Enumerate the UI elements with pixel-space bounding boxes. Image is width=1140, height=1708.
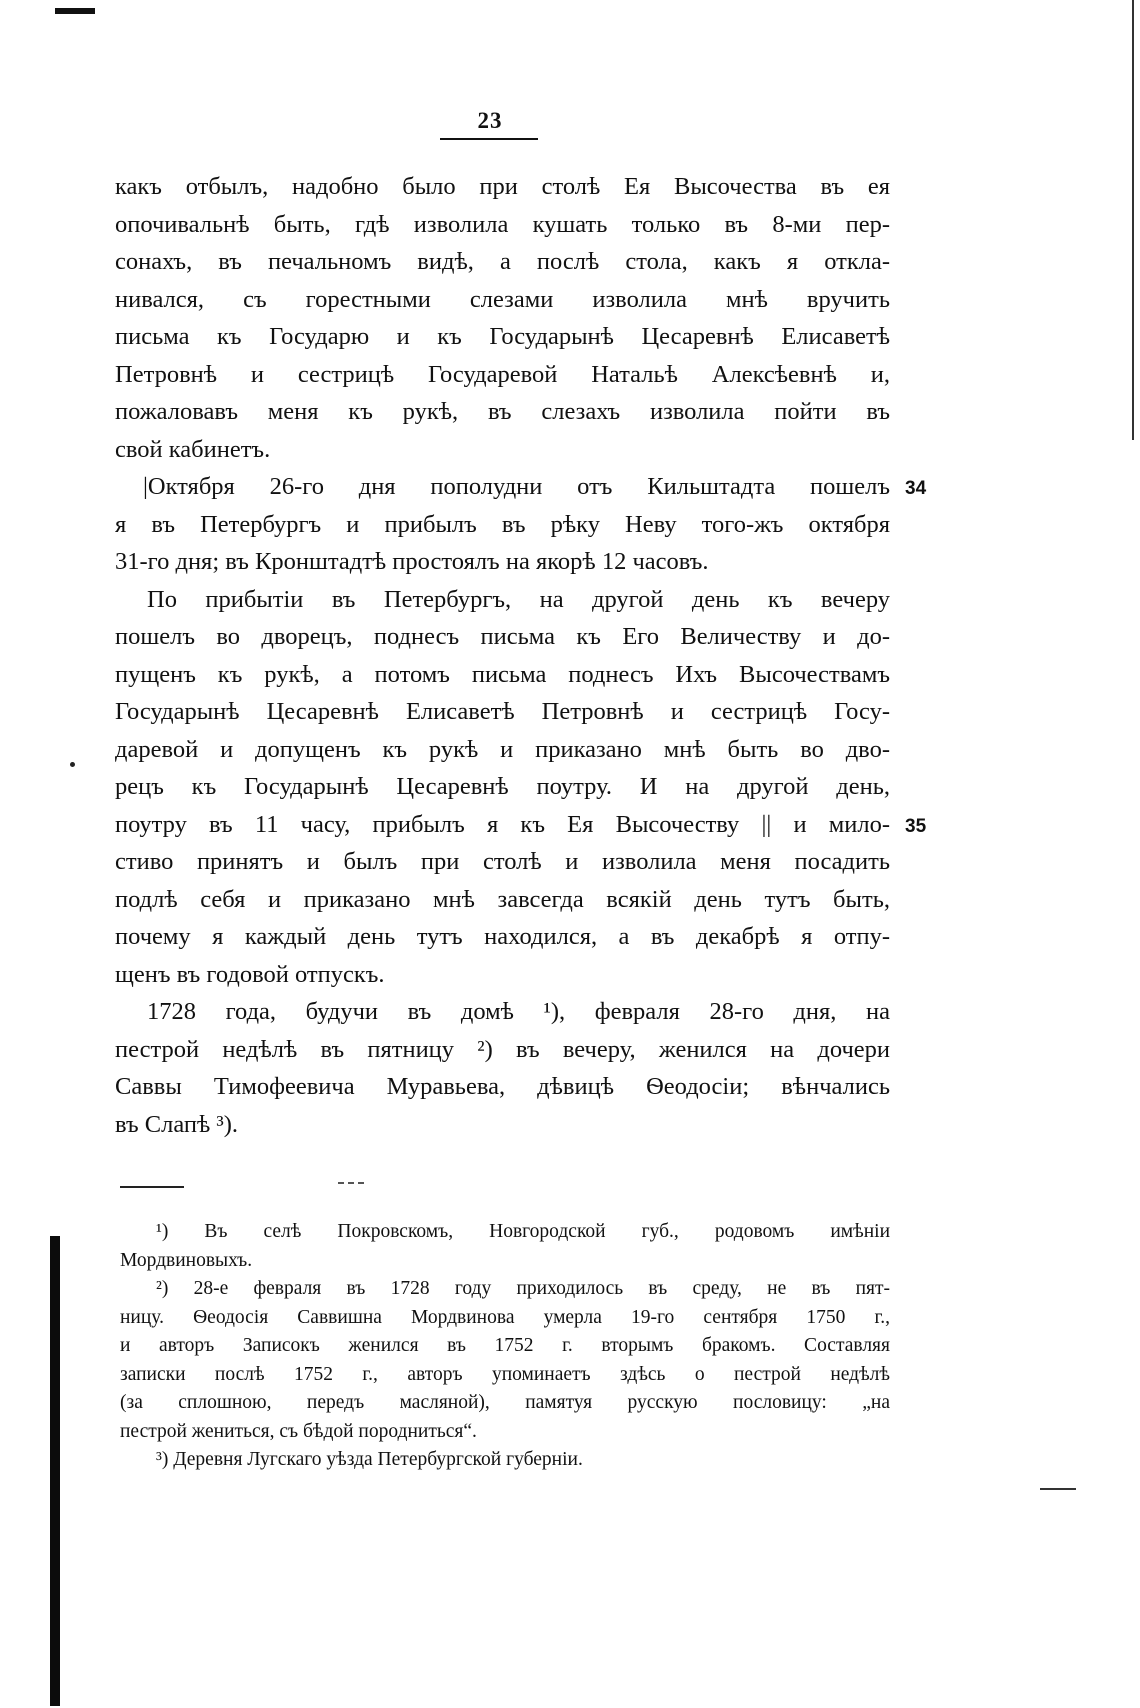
text-line: свой кабинетъ. xyxy=(115,435,271,463)
footnote-line: и авторъ Записокъ женился въ 1752 г. вторымъ бракомъ. Составляя xyxy=(120,1335,890,1356)
text-line: почему я каждый день тутъ находился, а въ декабрѣ я отпу- xyxy=(115,923,890,950)
footnote-line: ницу. Ѳеодосія Саввишна Мордвинова умерла 19-го сентября 1750 г., xyxy=(120,1306,890,1328)
text-line: поутру въ 11 часу, прибылъ я къ Ея Высочеству || и мило- xyxy=(115,810,890,838)
text-line: рецъ къ Государынѣ Цесаревнѣ поутру. И на другой день, xyxy=(115,773,890,800)
page-edge-line xyxy=(1132,0,1134,440)
footnotes xyxy=(120,1218,890,1475)
text-line: Петровнѣ и сестрицѣ Государевой Натальѣ Алексѣевнѣ и, xyxy=(115,360,890,388)
footnote-line: Мордвиновыхъ. xyxy=(120,1249,253,1271)
text-line: пожаловавъ меня къ рукѣ, въ слезахъ изволила пойти въ xyxy=(115,398,890,425)
footnote-line: ²) 28-е февраля въ 1728 году приходилось въ среду, не въ пят- xyxy=(156,1278,890,1299)
footnote-line: пестрой жениться, съ бѣдой породниться“. xyxy=(120,1420,477,1442)
text-line: нивался, съ горестными слезами изволила мнѣ вручить xyxy=(115,285,890,313)
margin-note-35: 35 xyxy=(905,816,927,837)
binding-shadow xyxy=(50,1236,60,1706)
text-line: пошелъ во дворецъ, поднесъ письма къ Его Величеству и до- xyxy=(115,623,890,650)
footnote-line: ³) Деревня Лугскаго уѣзда Петербургской губерніи. xyxy=(156,1449,583,1470)
text-line: я въ Петербургъ и прибылъ въ рѣку Неву того-жъ октября xyxy=(115,510,890,538)
text-line: 31-го дня; въ Кронштадтѣ простоялъ на якорѣ 12 часовъ. xyxy=(115,548,709,575)
text-line: стиво принятъ и былъ при столѣ и изволила меня посадить xyxy=(115,848,890,875)
text-line: |Октября 26-го дня пополудни отъ Кильштадта пошелъ xyxy=(143,473,890,500)
footnote-line: записки послѣ 1752 г., авторъ упоминаетъ здѣсь о пестрой недѣлѣ xyxy=(120,1363,890,1385)
margin-note-34: 34 xyxy=(905,478,927,499)
page-number-underline xyxy=(440,138,538,140)
text-line: какъ отбылъ, надобно было при столѣ Ея Высочества въ ея xyxy=(115,173,890,200)
text-line: даревой и допущенъ къ рукѣ и приказано мнѣ быть во дво- xyxy=(115,735,890,763)
text-line: сонахъ, въ печальномъ видѣ, а послѣ стола, какъ я откла- xyxy=(115,248,890,275)
margin-dash xyxy=(1040,1488,1076,1490)
footnote-separator-dashes xyxy=(338,1182,364,1186)
text-line: 1728 года, будучи въ домѣ ¹), февраля 28-го дня, на xyxy=(147,998,890,1025)
page-number: 23 xyxy=(477,108,503,133)
text-line: письма къ Государю и къ Государынѣ Цесаревнѣ Елисаветѣ xyxy=(115,323,890,350)
text-line: подлѣ себя и приказано мнѣ завсегда всякій день тутъ быть, xyxy=(115,885,890,913)
text-line: Саввы Тимофеевича Муравьева, дѣвицѣ Ѳеодосіи; вѣнчались xyxy=(115,1073,890,1100)
footnote-separator xyxy=(120,1186,184,1188)
main-text xyxy=(115,168,890,1143)
text-line: пестрой недѣлѣ въ пятницу ²) въ вечеру, женился на дочери xyxy=(115,1035,890,1063)
text-line: опочивальнѣ быть, гдѣ изволила кушать только въ 8-ми пер- xyxy=(115,210,890,238)
text-line: По прибытіи въ Петербургъ, на другой день къ вечеру xyxy=(147,585,890,613)
text-line: пущенъ къ рукѣ, а потомъ письма поднесъ Ихъ Высочествамъ xyxy=(115,660,890,688)
scan-mark xyxy=(55,8,95,14)
margin-dot xyxy=(70,762,75,767)
text-line: въ Слапѣ ³). xyxy=(115,1110,239,1138)
footnote-line: (за сплошною, передъ масляной), памятуя русскую пословицу: „на xyxy=(120,1392,890,1413)
footnote-line: ¹) Въ селѣ Покровскомъ, Новгородской губ., родовомъ имѣніи xyxy=(156,1221,890,1242)
text-line: щенъ въ годовой отпускъ. xyxy=(115,960,385,988)
text-line: Государынѣ Цесаревнѣ Елисаветѣ Петровнѣ и сестрицѣ Госу- xyxy=(115,698,890,725)
